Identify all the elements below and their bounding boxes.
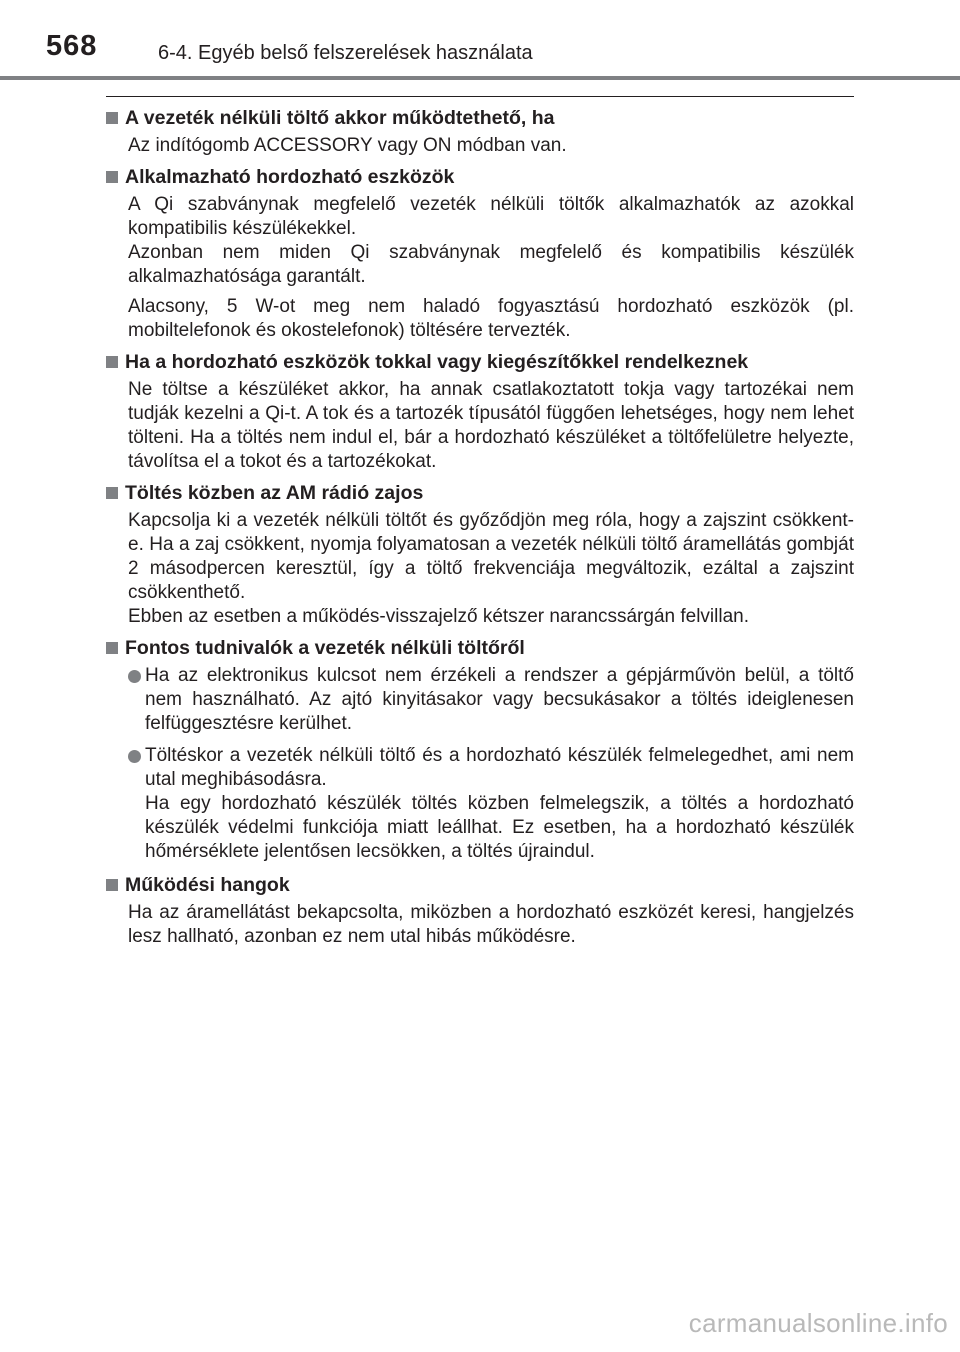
square-bullet-icon — [106, 879, 118, 891]
page-number: 568 — [46, 30, 98, 62]
section-title: Működési hangok — [125, 874, 290, 896]
chapter-title: 6-4. Egyéb belső felszerelések használata — [158, 42, 533, 64]
paragraph: Ha az áramellátást bekapcsolta, miközben a hordozható eszközét keresi, hangjelzés lesz hallható, azonban ez nem utal hibás működésre. — [128, 902, 854, 947]
paragraph: A Qi szabványnak megfelelő vezeték nélküli töltők alkalmazhatók az azokkal kompatibilis készülékekkel. — [128, 194, 854, 239]
paragraph: Alacsony, 5 W-ot meg nem haladó fogyasztású hordozható eszközök (pl. mobiltelefonok és okostelefonok) töltésére tervezték. — [128, 296, 854, 341]
section-sounds — [106, 872, 854, 949]
section-title: Ha a hordozható eszközök tokkal vagy kiegészítőkkel rendelkeznek — [125, 351, 749, 373]
bullet-text: Töltéskor a vezeték nélküli töltő és a hordozható készülék felmelegedhet, ami nem utal meghibásodásra. — [145, 745, 854, 790]
section-title: Alkalmazható hordozható eszközök — [125, 166, 455, 188]
paragraph: Az indítógomb ACCESSORY vagy ON módban van. — [128, 135, 567, 156]
header-rule — [0, 76, 960, 80]
section-title: Fontos tudnivalók a vezeték nélküli töltőről — [125, 637, 525, 659]
square-bullet-icon — [106, 112, 118, 124]
square-bullet-icon — [106, 356, 118, 368]
paragraph: Azonban nem miden Qi szabványnak megfelelő és kompatibilis készülék alkalmazhatósága garantált. — [128, 242, 854, 287]
paragraph: Ebben az esetben a működés-visszajelző kétszer narancssárgán felvillan. — [128, 606, 749, 627]
watermark: carmanualsonline.info — [688, 1308, 948, 1338]
square-bullet-icon — [106, 171, 118, 183]
paragraph: Kapcsolja ki a vezeték nélküli töltőt és győződjön meg róla, hogy a zajszint csökkent-e. Ha a zaj csökkent, nyomja folyamatosan a vezeték nélküli töltő áramellátás gombját 2 másodpercen keresztül, így a töltő frekvenciája megváltozik, ezáltal a zajszint csökkenthető. — [128, 510, 854, 603]
section-cases — [106, 349, 854, 474]
square-bullet-icon — [106, 487, 118, 499]
section-devices — [106, 164, 854, 343]
round-bullet-icon — [128, 670, 141, 683]
list-item — [128, 744, 854, 864]
section-important — [106, 635, 854, 864]
section-title: Töltés közben az AM rádió zajos — [125, 482, 424, 504]
paragraph: Ne töltse a készüléket akkor, ha annak csatlakoztatott tokja vagy tartozékai nem tudják kezelni a Qi-t. A tok és a tartozék típusától függően lehetséges, hogy nem lehet tölteni. Ha a töltés nem indul el, bár a hordozható készüléket a töltőfelületre helyezte, távolítsa el a tokot és a tartozékokat. — [128, 379, 854, 472]
section-title: A vezeték nélküli töltő akkor működtethető, ha — [125, 107, 555, 129]
bullet-text: Ha egy hordozható készülék töltés közben felmelegszik, a töltés a hordozható készülék védelmi funkciója miatt leállhat. Ez esetben, ha a hordozható készülék hőmérséklete jelentősen lecsökken, a töltés újraindul. — [145, 793, 854, 862]
square-bullet-icon — [106, 642, 118, 654]
section-activation — [106, 105, 854, 158]
round-bullet-icon — [128, 750, 141, 763]
bullet-text: Ha az elektronikus kulcsot nem érzékeli a rendszer a gépjárművön belül, a töltő nem használható. Az ajtó kinyitásakor vagy becsukásakor a töltés ideiglenesen felfüggesztésre kerülhet. — [145, 665, 854, 734]
manual-content — [106, 96, 854, 955]
list-item — [128, 664, 854, 736]
section-am-radio — [106, 480, 854, 629]
